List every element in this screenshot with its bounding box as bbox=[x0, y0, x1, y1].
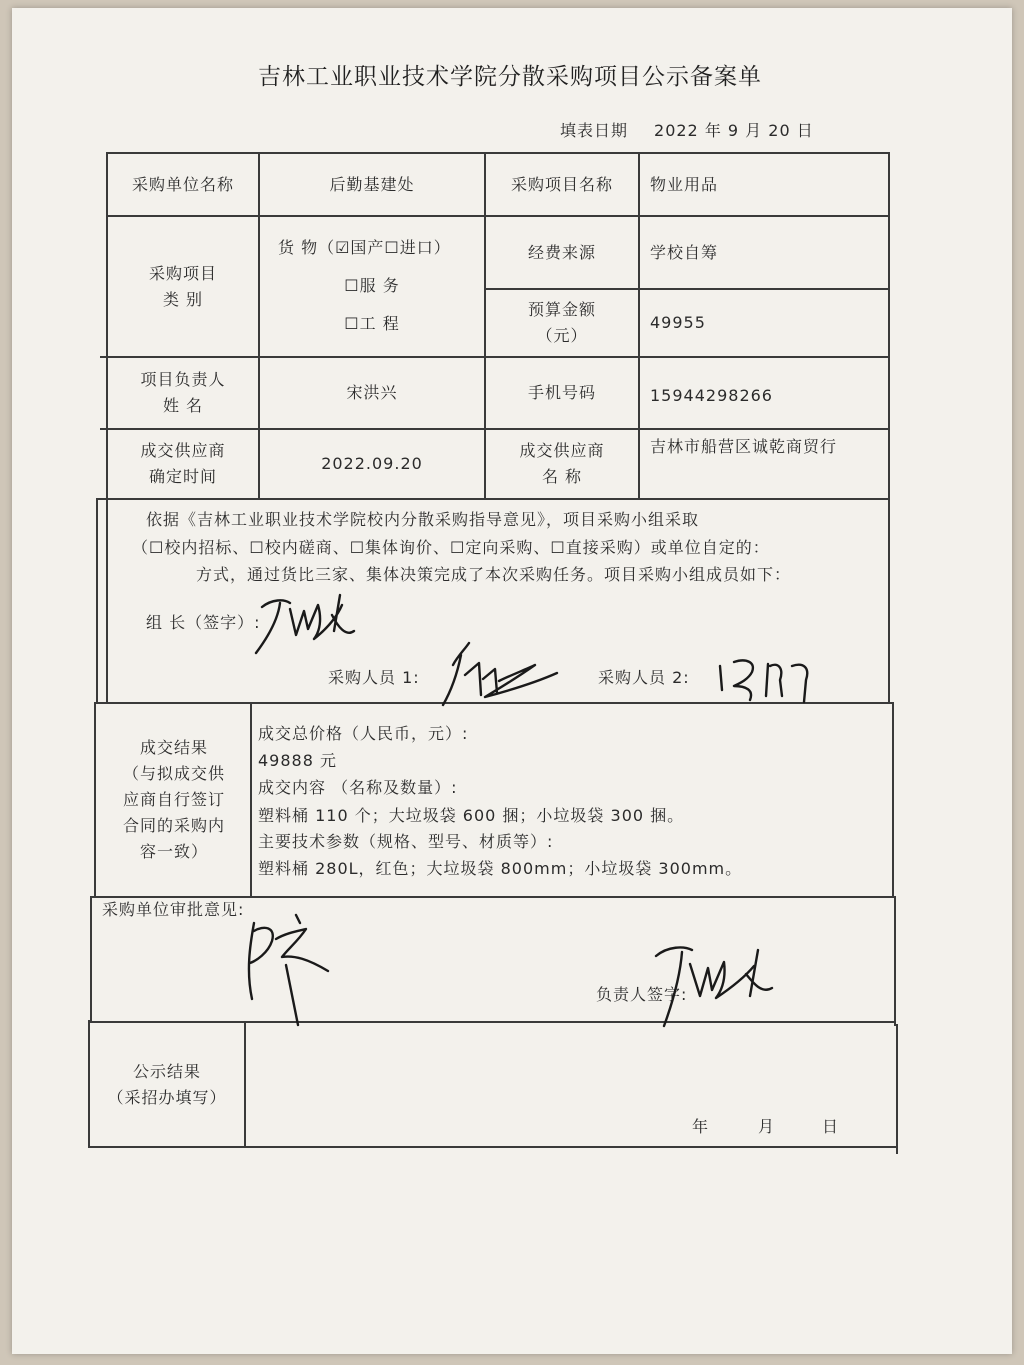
result-label-line5: 容一致） bbox=[139, 842, 208, 861]
category-options-cell bbox=[260, 226, 484, 346]
project-name-value: 物业用品 bbox=[650, 174, 719, 194]
approval-signature bbox=[236, 905, 346, 1030]
supplier-name-label-line1: 成交供应商 bbox=[519, 441, 605, 460]
spec-value: 塑料桶 280L，红色；大垃圾袋 800mm；小垃圾袋 300mm。 bbox=[258, 859, 743, 878]
buyer1-signature bbox=[435, 635, 565, 710]
budget-value: 49955 bbox=[650, 313, 706, 332]
method-line3: 方式，通过货比三家、集体决策完成了本次采购任务。项目采购小组成员如下： bbox=[196, 565, 792, 584]
form-title: 吉林工业职业技术学院分散采购项目公示备案单 bbox=[258, 64, 762, 90]
publicity-day: 日 bbox=[822, 1117, 840, 1136]
phone-value-cell bbox=[650, 358, 886, 434]
unit-label-cell bbox=[108, 154, 258, 215]
fund-value-cell bbox=[650, 217, 886, 288]
approval-label: 采购单位审批意见: bbox=[102, 900, 245, 919]
result-label-line1: 成交结果 bbox=[139, 738, 208, 757]
phone-value: 15944298266 bbox=[650, 386, 773, 405]
budget-label-line2: （元） bbox=[536, 326, 588, 345]
supplier-name-label-line2: 名 称 bbox=[541, 467, 583, 486]
spec-label: 主要技术参数（规格、型号、材质等）: bbox=[258, 832, 554, 851]
budget-label-cell bbox=[486, 290, 638, 356]
supplier-name-value-cell bbox=[650, 432, 886, 462]
publicity-year: 年 bbox=[692, 1117, 710, 1136]
project-name-value-cell bbox=[650, 154, 886, 215]
approval-signer-label: 负责人签字: bbox=[596, 985, 688, 1004]
budget-value-cell bbox=[650, 290, 886, 356]
result-label-line2: （与拟成交供 bbox=[122, 764, 225, 783]
unit-label: 采购单位名称 bbox=[131, 174, 234, 194]
project-name-label-cell bbox=[486, 154, 638, 215]
category-engineering-option: ☐工 程 bbox=[344, 314, 400, 333]
total-price-value: 49888 元 bbox=[258, 751, 337, 770]
supplier-time-label-cell bbox=[108, 430, 258, 498]
result-label-cell bbox=[98, 704, 250, 896]
publicity-label-line1: 公示结果 bbox=[132, 1061, 201, 1081]
manager-label-cell bbox=[108, 358, 258, 428]
method-line1: 依据《吉林工业职业技术学院校内分散采购指导意见》，项目采购小组采取 bbox=[146, 510, 700, 529]
supplier-name-value: 吉林市船营区诚乾商贸行 bbox=[650, 437, 838, 456]
buyer2-sign-label: 采购人员 2: bbox=[598, 668, 690, 687]
unit-value-cell bbox=[260, 154, 484, 215]
supplier-time-label-line2: 确定时间 bbox=[148, 467, 217, 486]
leader-sign-label: 组 长（签字）: bbox=[146, 613, 261, 632]
supplier-time-label-line1: 成交供应商 bbox=[140, 441, 226, 460]
publicity-label-line2: （采招办填写） bbox=[107, 1087, 227, 1107]
result-label-line3: 应商自行签订 bbox=[122, 790, 225, 809]
content-value: 塑料桶 110 个；大垃圾袋 600 捆；小垃圾袋 300 捆。 bbox=[258, 806, 685, 825]
supplier-time-value-cell bbox=[260, 430, 484, 498]
category-label-line1: 采购项目 bbox=[148, 263, 217, 283]
method-line2: （☐校内招标、☐校内磋商、☐集体询价、☐定向采购、☐直接采购）或单位自定的： bbox=[132, 538, 770, 557]
fill-date bbox=[560, 118, 814, 141]
manager-value-cell bbox=[260, 358, 484, 428]
total-price-label: 成交总价格（人民币，元）: bbox=[258, 724, 469, 743]
budget-label-line1: 预算金额 bbox=[527, 300, 596, 319]
publicity-label-cell bbox=[90, 1023, 244, 1146]
buyer1-sign-label: 采购人员 1: bbox=[328, 668, 420, 687]
category-label-line2: 类 别 bbox=[162, 289, 204, 309]
fill-date-label: 填表日期 bbox=[560, 121, 629, 140]
phone-label-cell bbox=[486, 358, 638, 428]
leader-signature bbox=[250, 585, 360, 660]
content-label: 成交内容 （名称及数量）: bbox=[258, 778, 458, 797]
fund-label: 经费来源 bbox=[527, 242, 596, 262]
supplier-name-label-cell bbox=[486, 430, 638, 498]
supplier-time-value: 2022.09.20 bbox=[321, 454, 423, 473]
category-goods-option: 货 物（☑国产☐进口） bbox=[278, 238, 451, 257]
manager-label-line1: 项目负责人 bbox=[140, 370, 226, 389]
fund-value: 学校自筹 bbox=[650, 242, 719, 262]
project-name-label: 采购项目名称 bbox=[510, 174, 613, 194]
responsible-signature bbox=[650, 938, 780, 1033]
category-service-option: ☐服 务 bbox=[344, 276, 400, 295]
manager-label-line2: 姓 名 bbox=[162, 396, 204, 415]
fund-label-cell bbox=[486, 217, 638, 288]
manager-value: 宋洪兴 bbox=[346, 383, 398, 402]
buyer2-signature bbox=[712, 650, 822, 710]
result-label-line4: 合同的采购内 bbox=[122, 816, 225, 835]
publicity-month: 月 bbox=[758, 1117, 776, 1136]
unit-value: 后勤基建处 bbox=[329, 174, 415, 194]
fill-date-value: 2022 年 9 月 20 日 bbox=[654, 121, 814, 140]
phone-label: 手机号码 bbox=[527, 383, 596, 402]
category-label-cell bbox=[108, 217, 258, 356]
